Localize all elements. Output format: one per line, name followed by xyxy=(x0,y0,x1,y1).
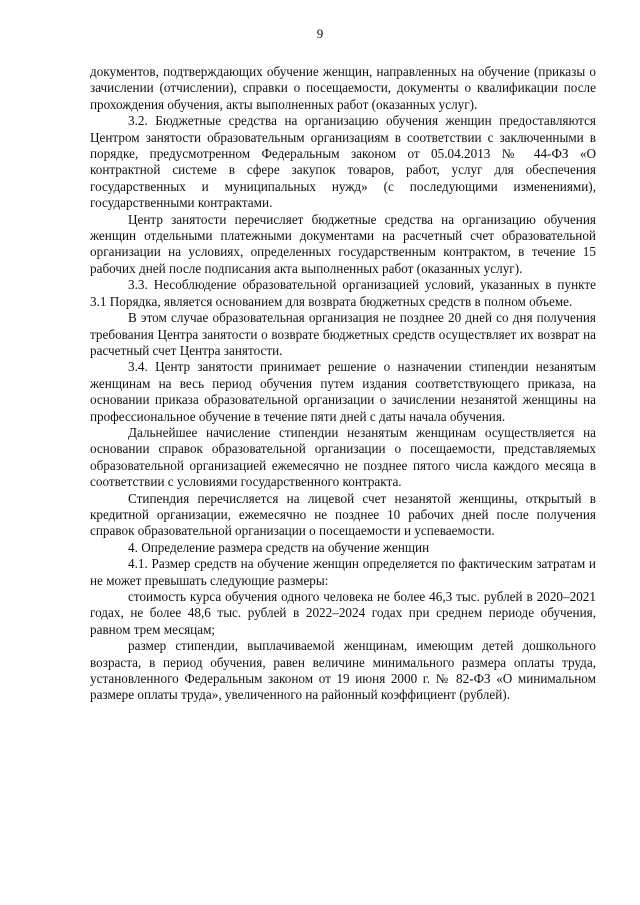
paragraph-continuation: документов, подтверждающих обучение женщин, направленных на обучение (приказы о зачислении (отчислении), справки о посещаемости, документы о квалификации после прохождения обучения, акты выполненных работ (оказанных услуг). xyxy=(90,64,596,112)
paragraph-4-1-stipend-size: размер стипендии, выплачиваемой женщинам, имеющим детей дошкольного возраста, в период обучения, равен величине минимального размера оплаты труда, установленного Федеральным законом от 19 июня 2000 г. № 82-ФЗ «О минимальном размере оплаты труда», увеличенного на районный коэффициент (рублей). xyxy=(90,638,596,703)
page-number: 9 xyxy=(316,26,324,41)
document-body xyxy=(90,64,596,704)
paragraph-3-4: 3.4. Центр занятости принимает решение о назначении стипендии незанятым женщинам на весь период обучения путем издания соответствующего приказа, на основании приказа образовательной организации о зачислении незанятой женщины на профессиональное обучение в течение пяти дней с даты начала обучения. xyxy=(90,359,596,424)
paragraph-3-3: 3.3. Несоблюдение образовательной организацией условий, указанных в пункте 3.1 Порядка, является основанием для возврата бюджетных средств в полном объеме. xyxy=(90,277,596,309)
paragraph-3-2-transfer: Центр занятости перечисляет бюджетные средства на организацию обучения женщин отдельными платежными документами на расчетный счет образовательной организации на условиях, определенных государственным контрактом, в течение 15 рабочих дней после подписания акта выполненных работ (оказанных услуг). xyxy=(90,211,596,276)
paragraph-3-3-return: В этом случае образовательная организация не позднее 20 дней со дня получения требования Центра занятости о возврате бюджетных средств осуществляет их возврат на расчетный счет Центра занятости. xyxy=(90,310,596,358)
paragraph-4-1-course-cost: стоимость курса обучения одного человека не более 46,3 тыс. рублей в 2020–2021 годах, не более 48,6 тыс. рублей в 2022–2024 годах при среднем периоде обучения, равном трем месяцам; xyxy=(90,589,596,637)
paragraph-4-1: 4.1. Размер средств на обучение женщин определяется по фактическим затратам и не может превышать следующие размеры: xyxy=(90,556,596,588)
paragraph-3-2: 3.2. Бюджетные средства на организацию обучения женщин предоставляются Центром занятости образовательным организациям в соответствии с заключенными в порядке, предусмотренном Федеральным законом от 05.04.2013 № 44-ФЗ «О контрактной системе в сфере закупок товаров, работ, услуг для обеспечения государственных и муниципальных нужд» (с последующими изменениями), государственными контрактами. xyxy=(90,113,596,211)
section-heading-4: 4. Определение размера средств на обучение женщин xyxy=(128,539,430,555)
paragraph-3-4-stipend-transfer: Стипендия перечисляется на лицевой счет незанятой женщины, открытый в кредитной организации, ежемесячно не позднее 10 рабочих дней после получения справок образовательной организации о посещаемости и успеваемости. xyxy=(90,490,596,539)
paragraph-3-4-accrual: Дальнейшее начисление стипендии незанятым женщинам осуществляется на основании справок образовательной организации о посещаемости, представляемых образовательной организацией ежемесячно не позднее пятого числа каждого месяца в соответствии с условиями государственного контракта. xyxy=(90,424,596,490)
